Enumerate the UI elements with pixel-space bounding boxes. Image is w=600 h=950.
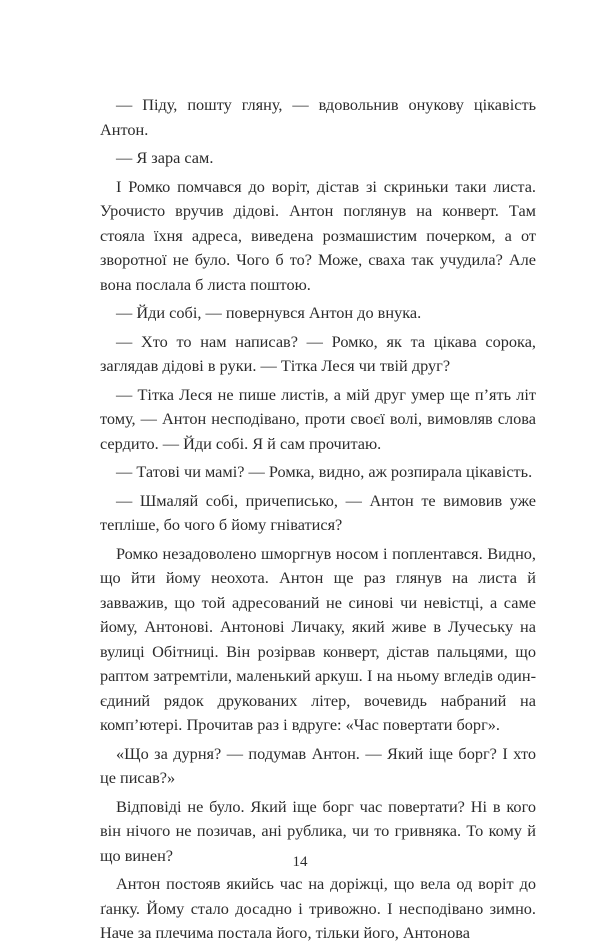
paragraph-3: І Ромко помчався до воріт, дістав зі скриньки таки листа. Урочисто вручив дідові. Антон поглянув на конверт. Там стояла їхня адреса, виведена розмашистим почерком, а от зворотної не було. Чого б то? Може, сваха так учудила? Але вона послала б листа поштою. [100,176,536,294]
paragraph-7: — Татові чи мамі? — Ромка, видно, аж розпирала цікавість. [116,462,533,481]
paragraph-6: — Тітка Леся не пише листів, а мій друг умер ще п’ять літ тому, — Антон несподівано, проти своєї волі, вимовляв слова сердито. — Йди собі. Я й сам прочитаю. [100,384,536,453]
paragraph-8: — Шмаляй собі, причеписько, — Антон те вимовив уже тепліше, бо чого б йому гніватися? [100,490,536,534]
paragraph-11: Відповіді не було. Який іще борг час повертати? Ні в кого він нічого не позичав, ані рублика, чи то гривняка. То кому й що винен? [100,796,536,865]
paragraph-1: — Піду, пошту гляну, — вдовольнив онукову цікавість Антон. [100,95,536,139]
page-number: 14 [292,854,308,870]
body-text [100,93,536,950]
paragraph-9: Ромко незадоволено шморгнув носом і поплентався. Видно, що йти йому неохота. Антон ще раз глянув на листа й завважив, що той адресований не синові чи невістці, а саме йому, Антонові. Антонові Личаку, який живе в Лучеську на вулиці Обітниці. Він розірвав конверт, дістав пальцями, що раптом затремтіли, маленький аркуш. І на ньому вгледів один-єдиний рядок друкованих літер, вочевидь набраний на комп’ютері. Прочитав раз і вдруге: «Час повертати борг». [100,543,536,734]
paragraph-10: «Що за дурня? — подумав Антон. — Який іще борг? І хто це писав?» [100,743,536,787]
paragraph-12: Антон постояв якийсь час на доріжці, що вела од воріт до ґанку. Йому стало досадно і тривожно. І несподівано зимно. Наче за плечима постала його, тільки його, Антонова [100,874,536,942]
paragraph-2: — Я зара сам. [116,148,214,167]
paragraph-4: — Йди собі, — повернувся Антон до внука. [116,303,422,322]
paragraph-5: — Хто то нам написав? — Ромко, як та цікава сорока, заглядав дідові в руки. — Тітка Леся чи твій друг? [100,331,536,375]
